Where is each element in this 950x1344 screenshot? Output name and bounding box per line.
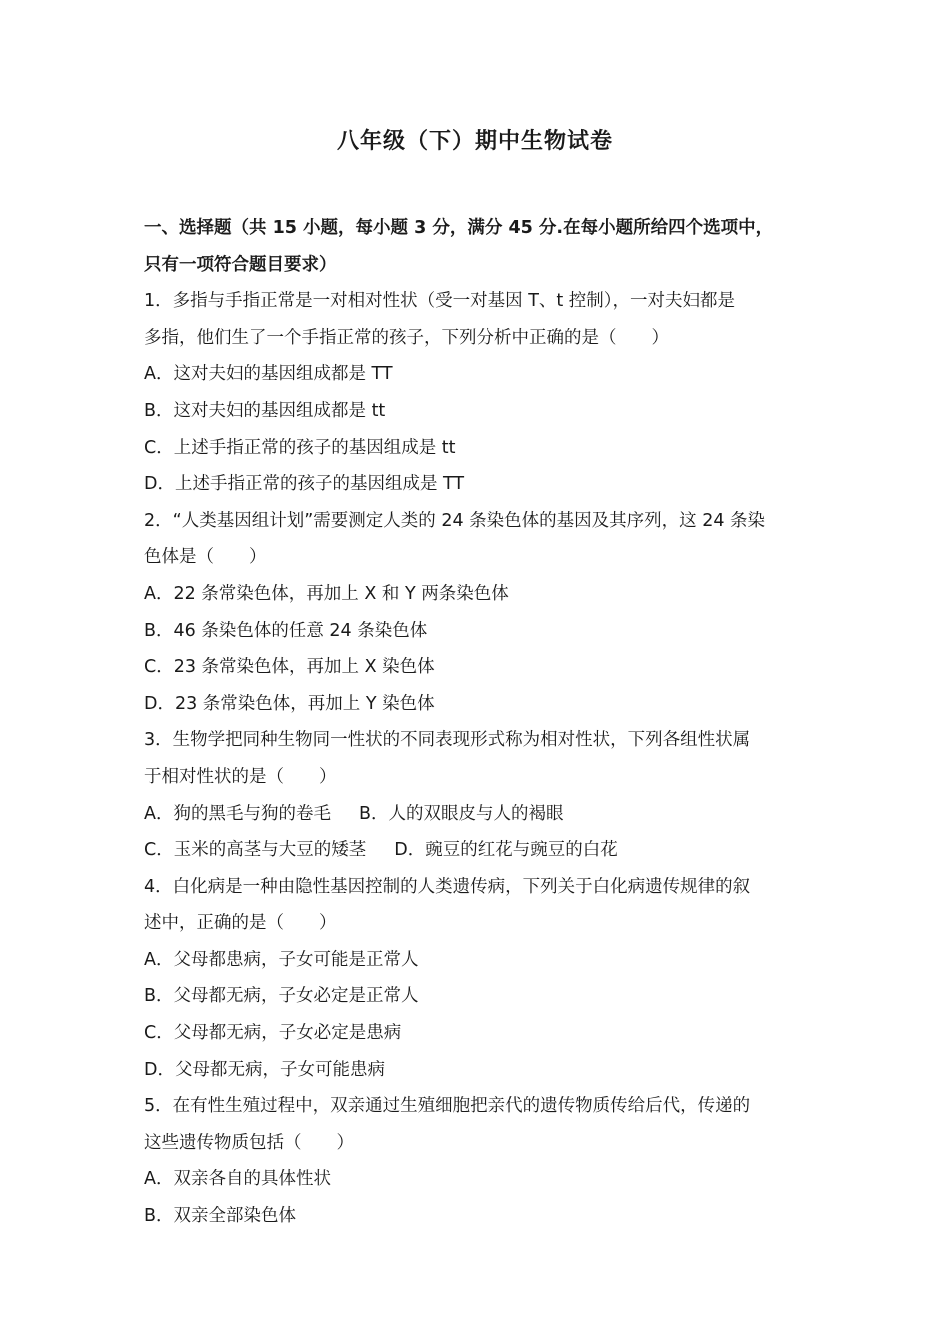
question-4-stem-line-2: 述中，正确的是（ ）	[144, 913, 337, 934]
section-heading-line-1: 一、选择题（共 15 小题，每小题 3 分，满分 45 分.在每小题所给四个选项中，	[144, 218, 774, 238]
question-5-stem-line-2: 这些遗传物质包括（ ）	[144, 1132, 354, 1153]
question-3-options-ab	[144, 796, 816, 833]
question-3-stem-line-1: 3．生物学把同种生物同一性状的不同表现形式称为相对性状，下列各组性状属	[144, 730, 751, 751]
question-1-stem-line-1: 1．多指与手指正常是一对相对性状（受一对基因 T、t 控制），一对夫妇都是	[144, 291, 736, 312]
page-title: 八年级（下）期中生物试卷	[336, 129, 613, 154]
question-3-option-d: D．豌豆的红花与豌豆的白花	[394, 840, 618, 861]
question-5	[144, 1088, 816, 1234]
question-4	[144, 869, 816, 1089]
question-2-option-a: A．22 条常染色体，再加上 X 和 Y 两条染色体	[144, 583, 509, 604]
question-1-option-c: C．上述手指正常的孩子的基因组成是 tt	[144, 437, 456, 458]
question-5-stem-line-1: 5．在有性生殖过程中，双亲通过生殖细胞把亲代的遗传物质传给后代，传递的	[144, 1096, 751, 1117]
question-2-option-d: D．23 条常染色体，再加上 Y 染色体	[144, 693, 435, 714]
question-3-stem-line-2: 于相对性状的是（ ）	[144, 766, 337, 787]
question-2-stem-line-2: 色体是（ ）	[144, 547, 267, 568]
question-3-option-a: A．狗的黑毛与狗的卷毛	[144, 803, 331, 824]
question-1-option-a: A．这对夫妇的基因组成都是 TT	[144, 364, 393, 385]
question-3-option-c: C．玉米的高茎与大豆的矮茎	[144, 840, 367, 861]
section-heading-line-2: 只有一项符合题目要求）	[144, 254, 337, 275]
question-2-option-c: C．23 条常染色体，再加上 X 染色体	[144, 657, 435, 678]
question-1-stem-line-2: 多指，他们生了一个手指正常的孩子，下列分析中正确的是（ ）	[144, 327, 669, 348]
question-1	[144, 283, 816, 503]
exam-content	[144, 210, 816, 1235]
question-4-option-d: D．父母都无病，子女可能患病	[144, 1059, 385, 1080]
question-4-option-b: B．父母都无病，子女必定是正常人	[144, 986, 419, 1007]
question-4-option-a: A．父母都患病，子女可能是正常人	[144, 949, 419, 970]
question-4-stem-line-1: 4．白化病是一种由隐性基因控制的人类遗传病，下列关于白化病遗传规律的叙	[144, 876, 751, 897]
question-3-option-b: B．人的双眼皮与人的褐眼	[358, 803, 564, 824]
question-2-stem-line-1: 2．“人类基因组计划”需要测定人类的 24 条染色体的基因及其序列，这 24 条染	[144, 510, 766, 531]
question-1-option-b: B．这对夫妇的基因组成都是 tt	[144, 400, 386, 421]
question-5-option-b: B．双亲全部染色体	[144, 1206, 297, 1227]
question-2-option-b: B．46 条染色体的任意 24 条染色体	[144, 620, 428, 641]
question-2	[144, 503, 816, 723]
question-4-option-c: C．父母都无病，子女必定是患病	[144, 1023, 402, 1044]
question-1-option-d: D．上述手指正常的孩子的基因组成是 TT	[144, 474, 465, 495]
question-5-option-a: A．双亲各自的具体性状	[144, 1169, 331, 1190]
question-3-options-cd	[144, 832, 816, 869]
question-3	[144, 722, 816, 868]
